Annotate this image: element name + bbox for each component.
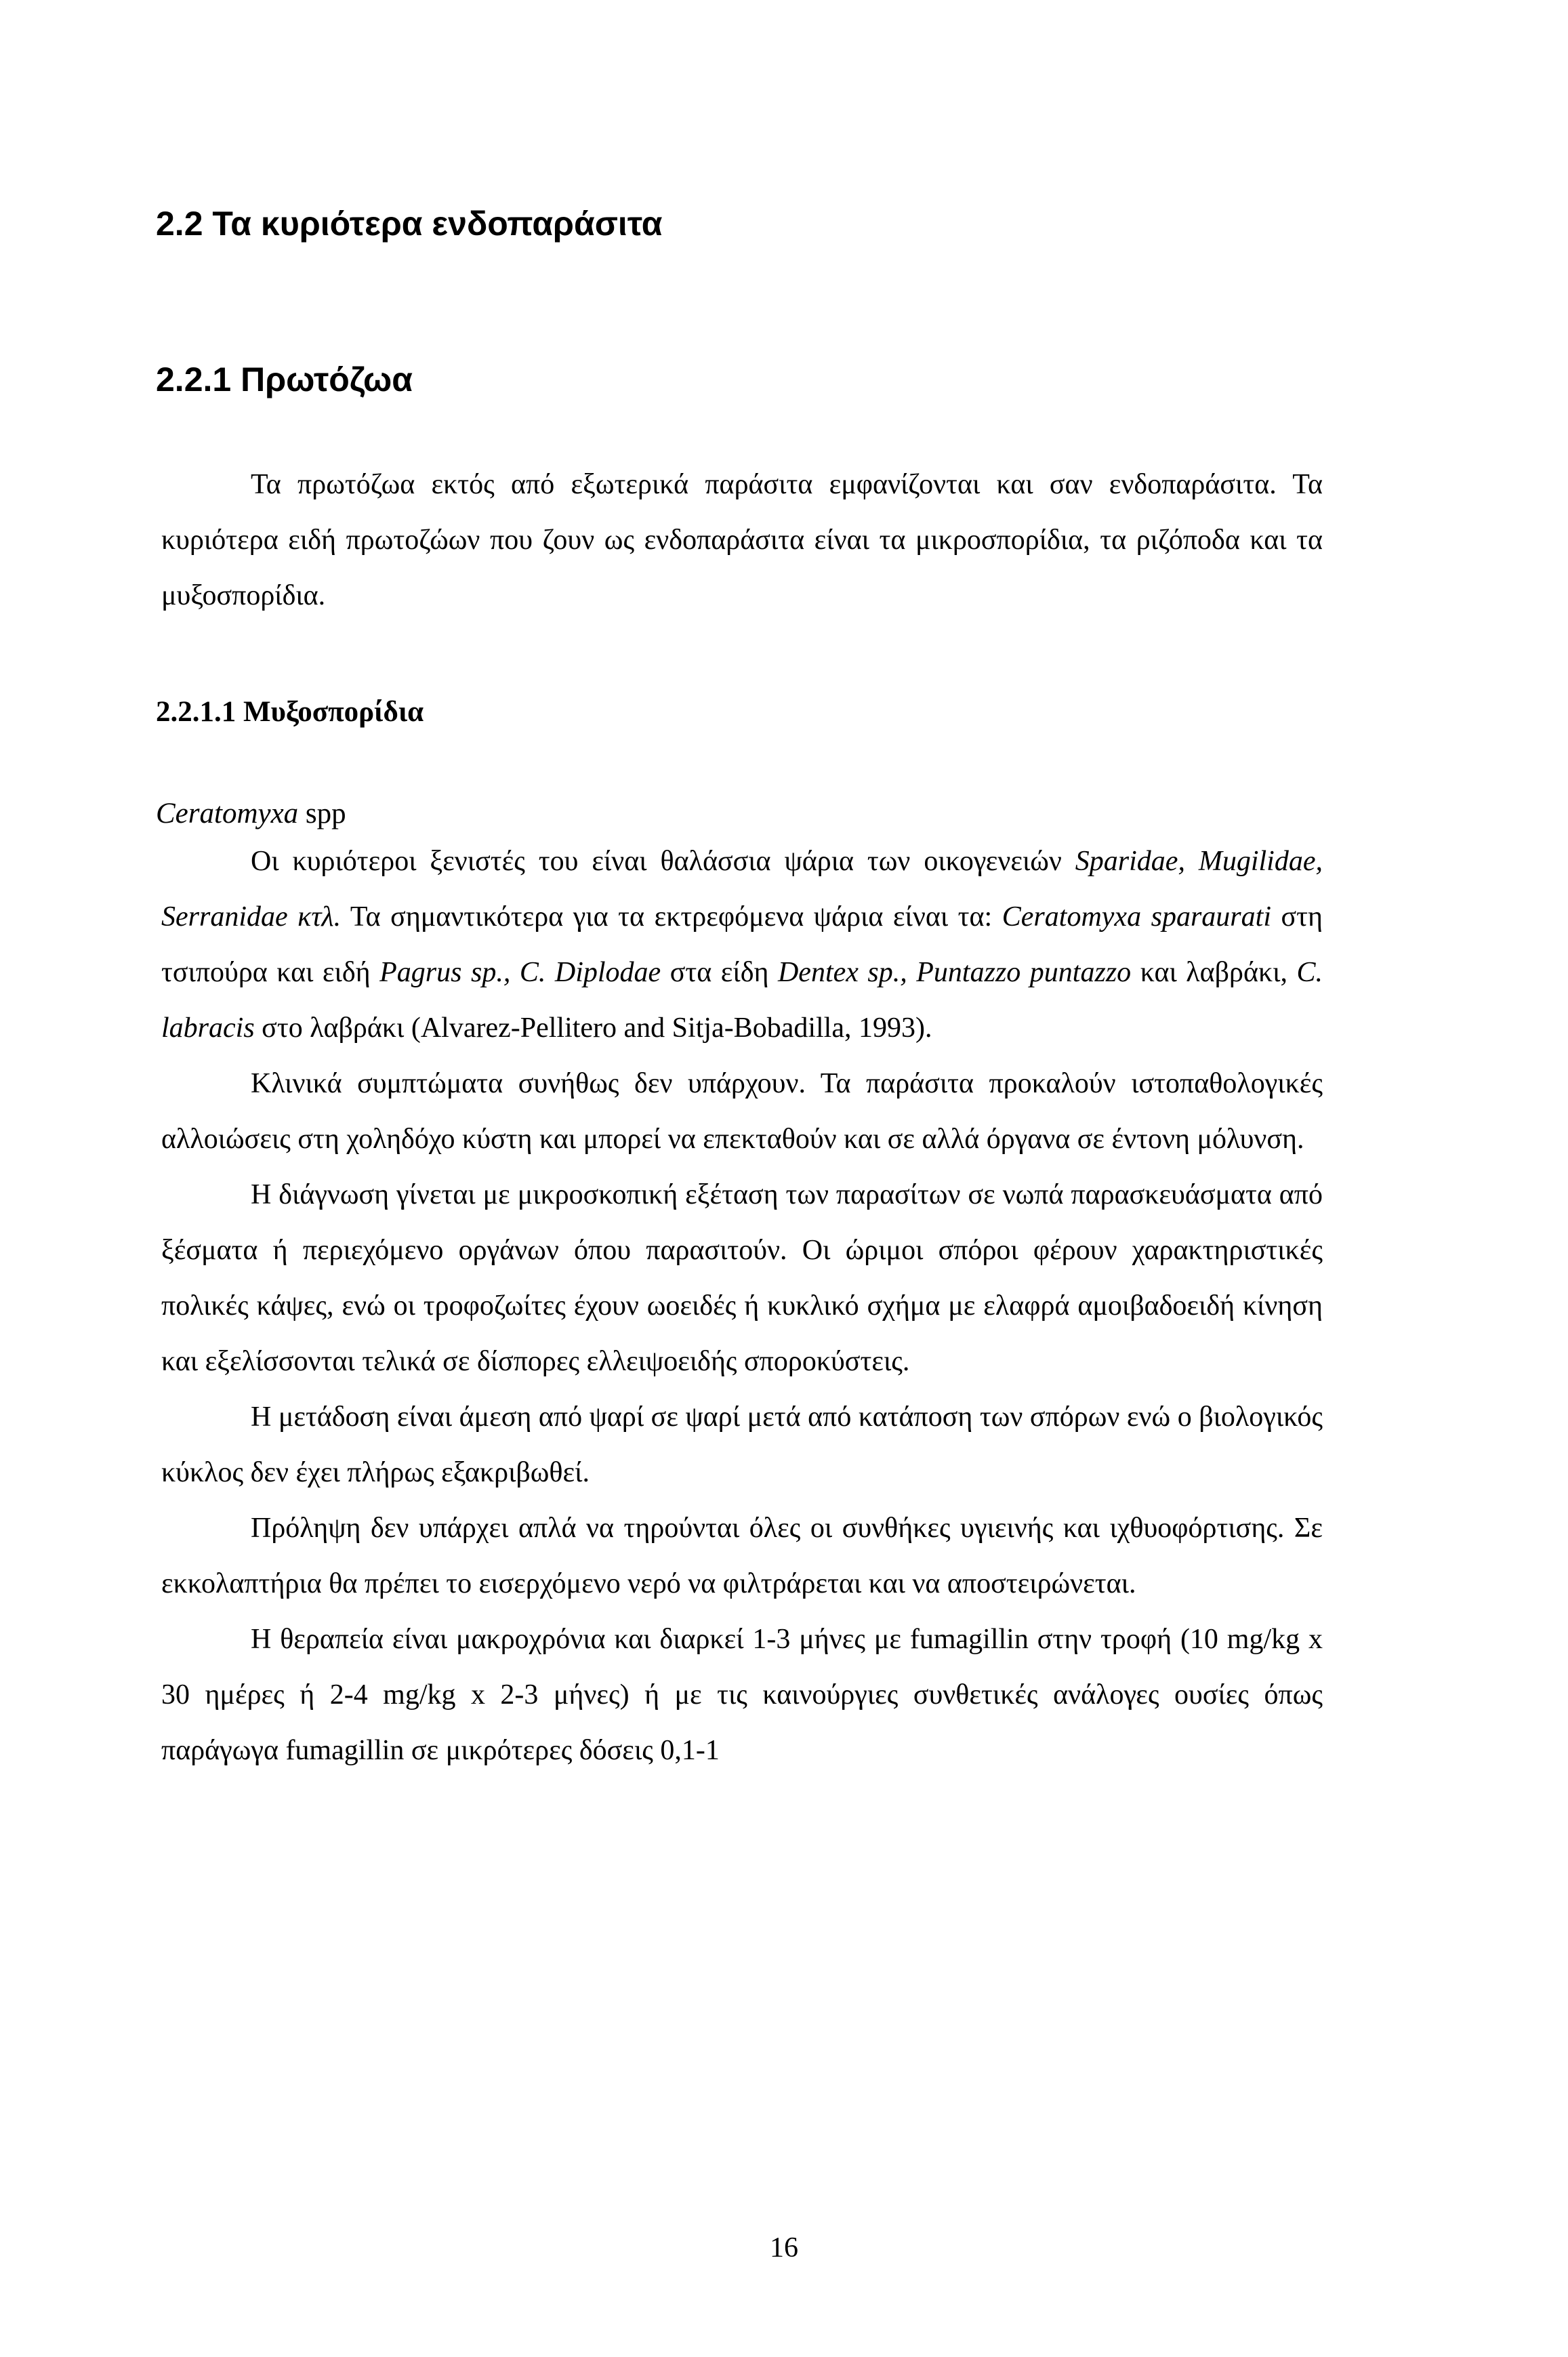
page-number: 16 [770,2232,798,2263]
genus-suffix: spp [298,798,346,829]
subsubsection-heading: 2.2.1.1 Μυξοσπορίδια [156,696,424,728]
hosts-text-6: στο λαβράκι (Alvarez-Pellitero and Sitja-Bobadilla, 1993). [254,1012,932,1044]
transmission-paragraph: Η μετάδοση είναι άμεση από ψαρί σε ψαρί μετά από κατάποση των σπόρων ενώ ο βιολογικός κύκλος δεν έχει πλήρως εξακριβωθεί. [161,1401,1323,1488]
section-heading: 2.2 Τα κυριότερα ενδοπαράσιτα [156,205,663,243]
species-pagrus: Pagrus sp., C. Diplodae [379,957,661,988]
species-labracis: C. labracis [161,957,1323,1044]
hosts-text-5: και λαβράκι, [1131,957,1297,988]
hosts-text-3: στη τσιπούρα και ειδή [161,901,1323,988]
symptoms-paragraph: Κλινικά συμπτώματα συνήθως δεν υπάρχουν. Τα παράσιτα προκαλούν ιστοπαθολογικές αλλοιώσεις στη χοληδόχο κύστη και μπορεί να επεκταθούν και σε αλλά όργανα σε έντονη μόλυνση. [161,1068,1323,1155]
treatment-paragraph: Η θεραπεία είναι μακροχρόνια και διαρκεί 1-3 μήνες με fumagillin στην τροφή (10 mg/kg x 30 ημέρες ή 2-4 mg/kg x 2-3 μήνες) ή με τις καινούργιες συνθετικές ανάλογες ουσίες όπως παράγωγα fumagillin σε μικρότερες δόσεις 0,1-1 [161,1624,1323,1766]
hosts-text-1: Οι κυριότεροι ξενιστές του είναι θαλάσσια ψάρια των οικογενειών [251,846,1075,877]
species-sparaurati: Ceratomyxa sparaurati [1002,901,1271,932]
hosts-text-2: Τα σημαντικότερα για τα εκτρεφόμενα ψάρια είναι τα: [341,901,1002,932]
genus-heading [156,796,346,832]
genus-name: Ceratomyxa [156,798,299,829]
hosts-paragraph [161,834,1323,1056]
diagnosis-paragraph: Η διάγνωση γίνεται με μικροσκοπική εξέταση των παρασίτων σε νωπά παρασκευάσματα από ξέσματα ή περιεχόμενο οργάνων όπου παρασιτούν. Οι ώριμοι σπόροι φέρουν χαρακτηριστικές πολικές κάψες, ενώ οι τροφοζωίτες έχουν ωοειδές ή κυκλικό σχήμα με ελαφρά αμοιβαδοειδή κίνηση και εξελίσσονται τελικά σε δίσπορες ελλειψοειδής σποροκύστεις. [161,1179,1323,1377]
intro-paragraph: Τα πρωτόζωα εκτός από εξωτερικά παράσιτα εμφανίζονται και σαν ενδοπαράσιτα. Τα κυριότερα ειδή πρωτοζώων που ζουν ως ενδοπαράσιτα είναι τα μικροσπορίδια, τα ριζόποδα και τα μυξοσπορίδια. [161,469,1323,611]
hosts-text-4: στα είδη [661,957,778,988]
intro-text-block [161,457,1323,623]
hosts-families: Sparidae, Mugilidae, Serranidae κτλ. [161,846,1323,932]
subsection-heading: 2.2.1 Πρωτόζωα [156,361,413,398]
species-dentex: Dentex sp., Puntazzo puntazzo [777,957,1132,988]
prevention-paragraph: Πρόληψη δεν υπάρχει απλά να τηρούνται όλες οι συνθήκες υγιεινής και ιχθυοφόρτισης. Σε εκκολαπτήρια θα πρέπει το εισερχόμενο νερό να φιλτράρεται και να αποστειρώνεται. [161,1513,1323,1599]
main-text-block [161,834,1323,1778]
